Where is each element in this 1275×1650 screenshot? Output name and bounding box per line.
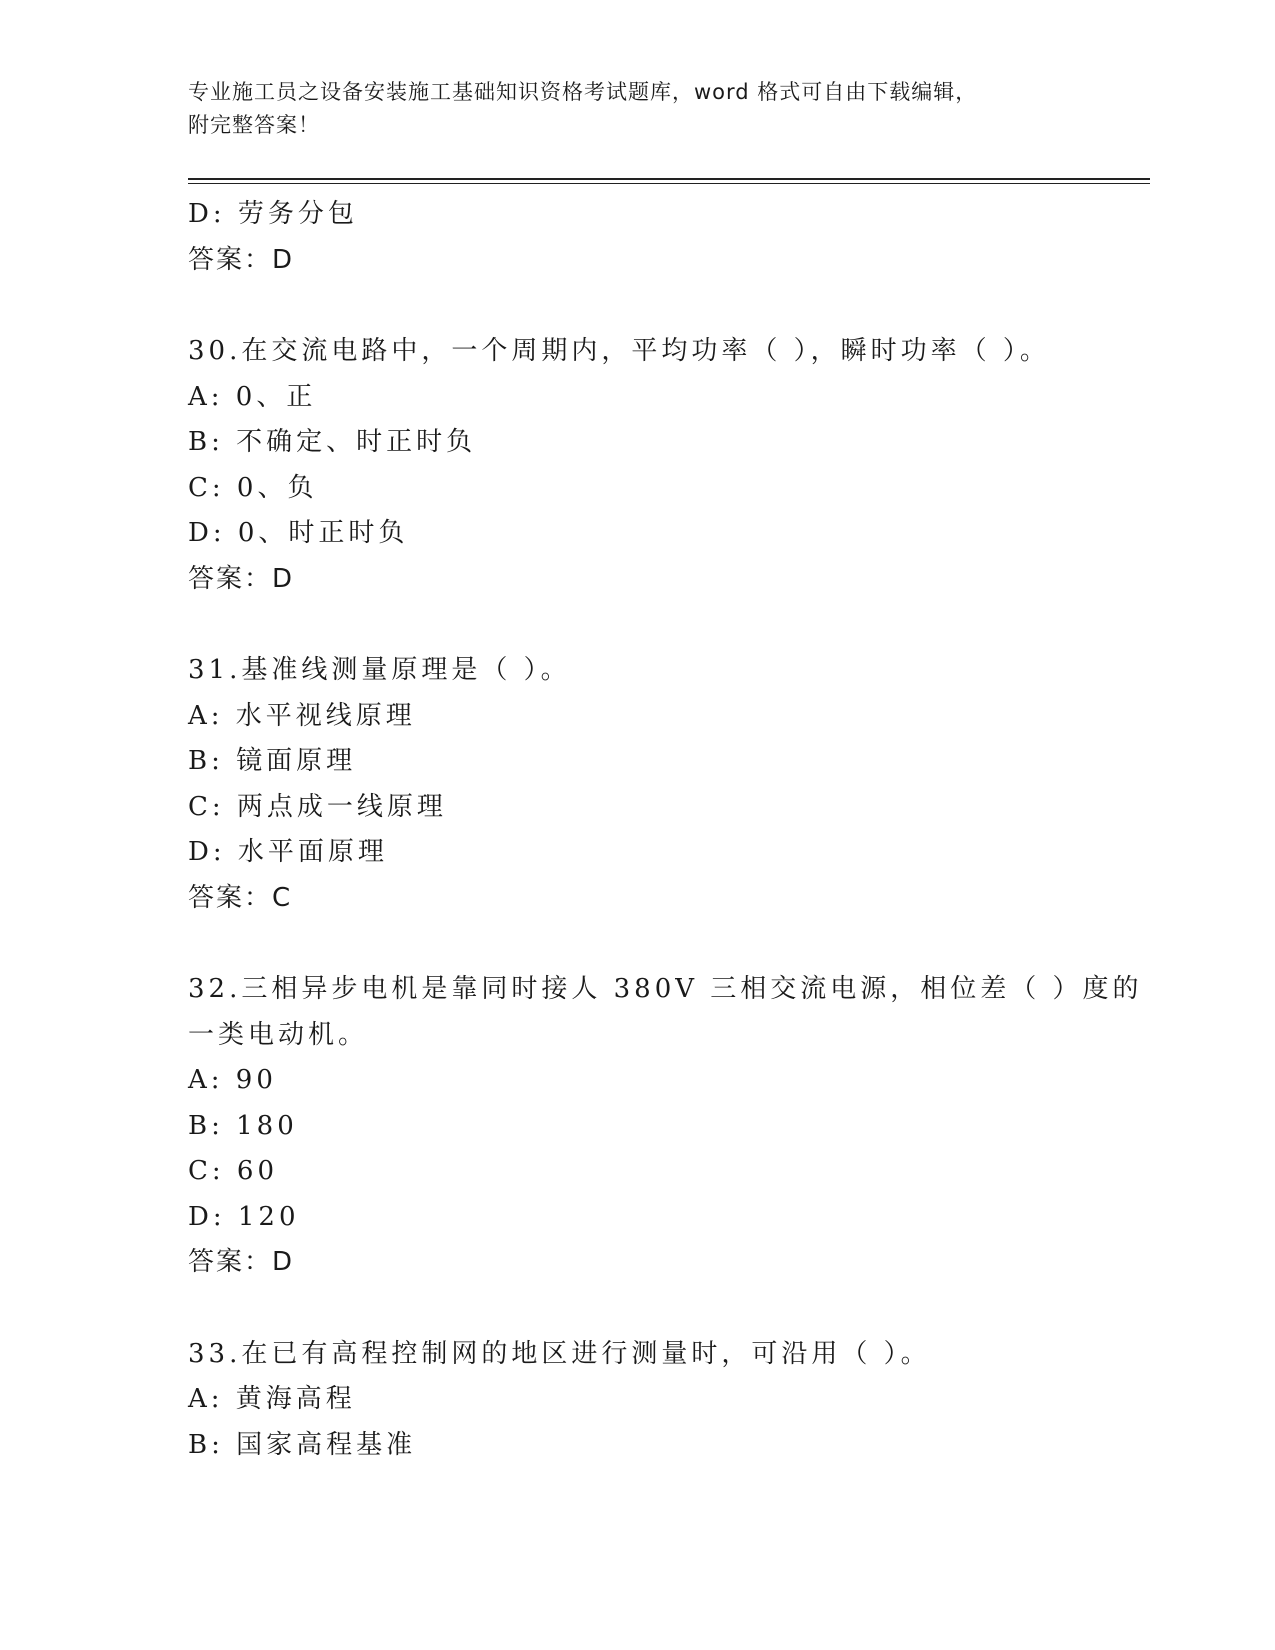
spacer (188, 1286, 1088, 1332)
question-stem: 33.在已有高程控制网的地区进行测量时，可沿用（ ）。 (188, 1338, 931, 1369)
option-a: A: 0、正 (188, 381, 317, 412)
question-stem: 31.基准线测量原理是（ ）。 (188, 655, 571, 685)
option-c: C: 60 (188, 1156, 279, 1186)
question-list (188, 192, 1143, 1468)
option-b: B: 不确定、时正时负 (188, 427, 477, 457)
header-line-1: 专业施工员之设备安装施工基础知识资格考试题库，word 格式可自由下载编辑， (188, 80, 978, 104)
question-32 (188, 967, 1143, 1286)
header-divider-thick (188, 178, 1150, 180)
answer-line: 答案：D (188, 244, 295, 275)
option-b: B: 镜面原理 (188, 746, 357, 776)
header-divider-thin (188, 183, 1150, 184)
question-33 (188, 1332, 1088, 1469)
option-b: B: 国家高程基准 (188, 1429, 417, 1460)
option-d: D: 水平面原理 (188, 837, 388, 867)
option-a: A: 90 (188, 1065, 277, 1095)
question-stem-line-2: 一类电动机。 (188, 1019, 369, 1050)
answer-line: 答案：D (188, 563, 295, 594)
spacer (188, 602, 1088, 648)
header-line-2: 附完整答案！ (188, 113, 320, 137)
answer-line: 答案：C (188, 882, 293, 913)
option-d: D: 劳务分包 (188, 199, 358, 229)
option-d: D: 120 (188, 1201, 300, 1232)
option-c: C: 0、负 (188, 472, 318, 503)
spacer (188, 283, 1088, 329)
question-stem-line-1: 32.三相异步电机是靠同时接人 380V 三相交流电源，相位差（ ）度的 (188, 974, 1143, 1004)
spacer (188, 921, 1088, 967)
option-a: A: 水平视线原理 (188, 700, 416, 731)
option-a: A: 黄海高程 (188, 1384, 356, 1414)
answer-line: 答案：D (188, 1247, 295, 1277)
question-stem: 30.在交流电路中，一个周期内，平均功率（ ），瞬时功率（ ）。 (188, 336, 1050, 366)
question-30 (188, 329, 1088, 602)
document-header (188, 76, 1088, 142)
option-c: C: 两点成一线原理 (188, 791, 447, 822)
option-d: D: 0、时正时负 (188, 518, 409, 548)
option-b: B: 180 (188, 1110, 298, 1141)
question-31 (188, 648, 1088, 921)
